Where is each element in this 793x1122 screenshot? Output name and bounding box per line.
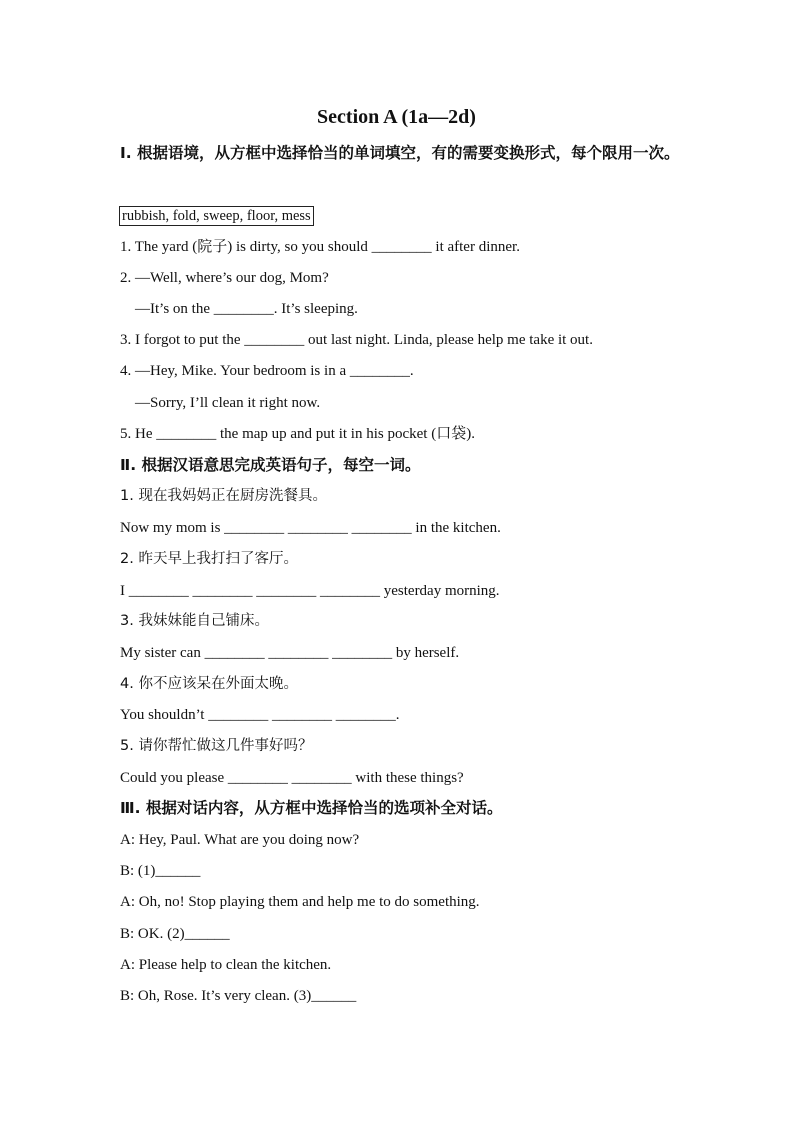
part2-item-4-chinese: 4. 你不应该呆在外面太晚。: [120, 676, 298, 692]
part2-heading: Ⅱ. 根据汉语意思完成英语句子，每空一词。: [120, 456, 421, 474]
part1-item-5: 5. He ________ the map up and put it in his pocket (口袋).: [120, 426, 475, 442]
part3-heading: Ⅲ. 根据对话内容，从方框中选择恰当的选项补全对话。: [120, 799, 503, 817]
dialogue-line-6: B: Oh, Rose. It’s very clean. (3)______: [120, 988, 357, 1004]
part2-item-3-english: My sister can ________ ________ ________ by herself.: [120, 645, 460, 661]
part2-item-5-english: Could you please ________ ________ with these things?: [120, 770, 464, 786]
part2-item-2-chinese: 2. 昨天早上我打扫了客厅。: [120, 551, 298, 567]
part1-item-1: 1. The yard (院子) is dirty, so you should ________ it after dinner.: [120, 239, 520, 255]
dialogue-line-2: B: (1)______: [120, 863, 201, 879]
part2-item-5-chinese: 5. 请你帮忙做这几件事好吗？: [120, 738, 313, 754]
part2-item-2-english: I ________ ________ ________ ________ yesterday morning.: [120, 583, 500, 599]
part1-item-4-question: 4. —Hey, Mike. Your bedroom is in a ________.: [120, 363, 414, 379]
part1-item-2-question: 2. —Well, where’s our dog, Mom?: [120, 270, 329, 286]
page-title: Section A (1a—2d): [317, 106, 476, 128]
part2-item-1-english: Now my mom is ________ ________ ________ in the kitchen.: [120, 520, 501, 536]
part2-item-1-chinese: 1. 现在我妈妈正在厨房洗餐具。: [120, 488, 327, 504]
dialogue-line-5: A: Please help to clean the kitchen.: [120, 957, 332, 973]
part2-item-3-chinese: 3. 我妹妹能自己铺床。: [120, 613, 269, 629]
part2-item-4-english: You shouldn’t ________ ________ ________.: [120, 707, 400, 723]
dialogue-line-4: B: OK. (2)______: [120, 926, 230, 942]
part1-heading: Ⅰ. 根据语境，从方框中选择恰当的单词填空，有的需要变换形式，每个限用一次。: [120, 144, 680, 162]
dialogue-line-3: A: Oh, no! Stop playing them and help me to do something.: [120, 894, 480, 910]
word-box: rubbish, fold, sweep, floor, mess: [119, 206, 314, 226]
part1-item-4-answer: —Sorry, I’ll clean it right now.: [135, 395, 321, 411]
part1-item-3: 3. I forgot to put the ________ out last night. Linda, please help me take it out.: [120, 332, 593, 348]
part1-item-2-answer: —It’s on the ________. It’s sleeping.: [135, 301, 358, 317]
dialogue-line-1: A: Hey, Paul. What are you doing now?: [120, 832, 360, 848]
